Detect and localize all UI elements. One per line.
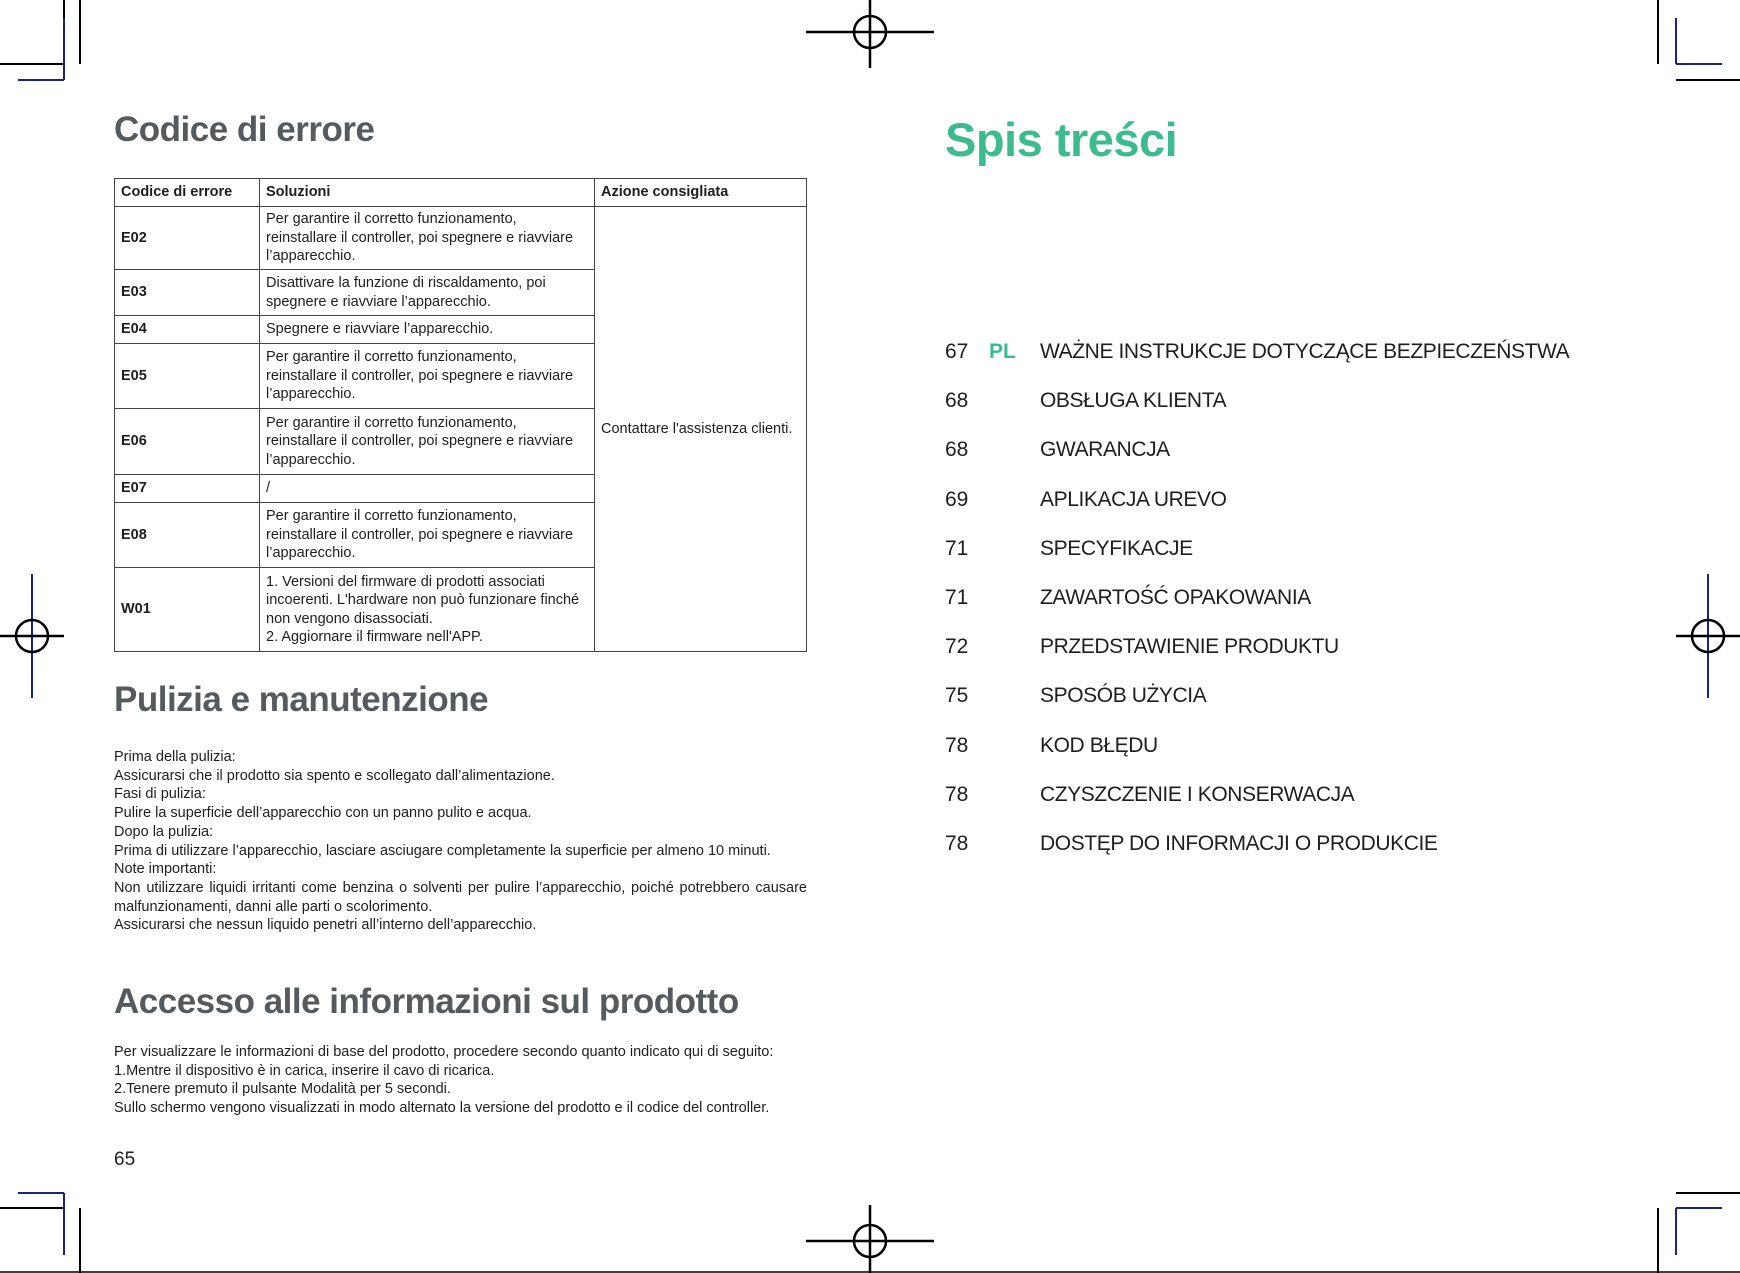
product-info-heading: Accesso alle informazioni sul prodotto bbox=[114, 982, 739, 1021]
toc-entry[interactable] bbox=[945, 389, 1645, 438]
table-row bbox=[115, 207, 807, 270]
paragraph: Note importanti: bbox=[114, 861, 217, 878]
toc-page-number: 69 bbox=[945, 487, 969, 511]
toc-entry-title: OBSŁUGA KLIENTA bbox=[1040, 389, 1227, 413]
paragraph: Prima della pulizia: bbox=[114, 749, 236, 765]
paragraph: Sullo schermo vengono visualizzati in modo alternato la versione del prodotto e il codice del controller. bbox=[114, 1100, 770, 1117]
toc-title: Spis treści bbox=[945, 113, 1178, 166]
solution-cell: Per garantire il corretto funzionamento, reinstallare il controller, poi spegnere e riavviare l’apparecchio. bbox=[260, 409, 595, 475]
toc-page-number: 67 bbox=[945, 340, 969, 363]
solution-cell: / bbox=[260, 475, 595, 503]
solution-line: 2. Aggiornare il firmware nell'APP. bbox=[266, 629, 483, 645]
paragraph: Dopo la pulizia: bbox=[114, 823, 214, 840]
column-header-action: Azione consigliata bbox=[595, 179, 807, 207]
toc-entry-title: CZYSZCZENIE I KONSERWACJA bbox=[1040, 782, 1355, 806]
paragraph: Fasi di pulizia: bbox=[114, 786, 206, 803]
toc-page-number: 78 bbox=[945, 782, 969, 806]
solution-cell: Per garantire il corretto funzionamento, reinstallare il controller, poi spegnere e riavviare l’apparecchio. bbox=[260, 207, 595, 270]
cleaning-text bbox=[114, 748, 807, 935]
toc-entry[interactable] bbox=[945, 832, 1645, 881]
paragraph: Prima di utilizzare l’apparecchio, lasciare asciugare completamente la superficie per almeno 10 minuti. bbox=[114, 842, 771, 859]
toc-entry-title: APLIKACJA UREVO bbox=[1040, 487, 1227, 511]
paragraph: Assicurarsi che nessun liquido penetri all’interno dell’apparecchio. bbox=[114, 917, 537, 934]
column-header-code: Codice di errore bbox=[115, 179, 260, 207]
error-code-heading: Codice di errore bbox=[114, 110, 375, 149]
paragraph: 2.Tenere premuto il pulsante Modalità per 5 secondi. bbox=[114, 1081, 451, 1098]
toc-entry-title: KOD BŁĘDU bbox=[1040, 733, 1158, 757]
toc-page-number: 75 bbox=[945, 684, 969, 708]
toc-entry[interactable] bbox=[945, 635, 1645, 684]
error-code-cell: W01 bbox=[115, 568, 260, 652]
toc-page-number: 78 bbox=[945, 733, 969, 757]
error-code-cell: E05 bbox=[115, 344, 260, 409]
product-info-text bbox=[114, 1043, 807, 1118]
toc-entry-title: GWARANCJA bbox=[1040, 438, 1170, 462]
toc-page-number: 68 bbox=[945, 389, 969, 413]
column-header-solution: Soluzioni bbox=[260, 179, 595, 207]
error-code-cell: E06 bbox=[115, 409, 260, 475]
toc-entry[interactable] bbox=[945, 488, 1645, 537]
recommended-action-cell: Contattare l'assistenza clienti. bbox=[595, 207, 807, 652]
error-code-cell: E08 bbox=[115, 503, 260, 568]
paragraph: 1.Mentre il dispositivo è in carica, inserire il cavo di ricarica. bbox=[114, 1062, 495, 1079]
toc-page-number: 78 bbox=[945, 831, 969, 855]
solution-line: 1. Versioni del firmware di prodotti associati incoerenti. L'hardware non può funzionare finché non vengono disassociati. bbox=[266, 573, 580, 627]
toc-entry[interactable] bbox=[945, 783, 1645, 832]
solution-cell bbox=[260, 568, 595, 652]
toc-entry[interactable] bbox=[945, 586, 1645, 635]
toc-entry[interactable] bbox=[945, 684, 1645, 733]
toc-entry[interactable] bbox=[945, 438, 1645, 487]
error-code-cell: E03 bbox=[115, 270, 260, 316]
table-header-row bbox=[115, 179, 807, 207]
toc-language-code: PL bbox=[989, 340, 1016, 363]
toc-entry[interactable] bbox=[945, 340, 1645, 389]
solution-cell: Per garantire il corretto funzionamento, reinstallare il controller, poi spegnere e riavviare l’apparecchio. bbox=[260, 344, 595, 409]
toc-entry-title: SPECYFIKACJE bbox=[1040, 536, 1193, 560]
page-number: 65 bbox=[114, 1149, 136, 1170]
error-code-table bbox=[114, 178, 807, 652]
toc-page-number: 72 bbox=[945, 635, 969, 659]
toc-entry[interactable] bbox=[945, 734, 1645, 783]
paragraph: Pulire la superficie dell’apparecchio con un panno pulito e acqua. bbox=[114, 805, 532, 822]
paragraph: Assicurarsi che il prodotto sia spento e scollegato dall’alimentazione. bbox=[114, 767, 555, 784]
toc-entry-title: DOSTĘP DO INFORMACJI O PRODUKCIE bbox=[1040, 831, 1438, 855]
toc-page-number: 71 bbox=[945, 536, 969, 560]
error-code-cell: E07 bbox=[115, 475, 260, 503]
solution-cell: Disattivare la funzione di riscaldamento, poi spegnere e riavviare l’apparecchio. bbox=[260, 270, 595, 316]
toc-page-number: 71 bbox=[945, 585, 969, 609]
solution-cell: Per garantire il corretto funzionamento, reinstallare il controller, poi spegnere e riavviare l’apparecchio. bbox=[260, 503, 595, 568]
solution-cell: Spegnere e riavviare l’apparecchio. bbox=[260, 316, 595, 344]
toc-entry-title: WAŻNE INSTRUKCJE DOTYCZĄCE BEZPIECZEŃSTWA bbox=[1040, 340, 1570, 363]
error-code-cell: E02 bbox=[115, 207, 260, 270]
paragraph: Per visualizzare le informazioni di base del prodotto, procedere secondo quanto indicato qui di seguito: bbox=[114, 1044, 774, 1060]
error-code-cell: E04 bbox=[115, 316, 260, 344]
toc-page-number: 68 bbox=[945, 438, 969, 462]
toc-entry-title: PRZEDSTAWIENIE PRODUKTU bbox=[1040, 635, 1339, 659]
toc-entry-title: SPOSÓB UŻYCIA bbox=[1040, 684, 1207, 708]
toc-entry[interactable] bbox=[945, 537, 1645, 586]
paragraph: Non utilizzare liquidi irritanti come benzina o solventi per pulire l’apparecchio, poiché potrebbero causare malfunzionamenti, danni alle parti o scolorimento. bbox=[114, 879, 807, 915]
toc-entry-title: ZAWARTOŚĆ OPAKOWANIA bbox=[1040, 585, 1311, 609]
table-of-contents bbox=[945, 340, 1645, 881]
cleaning-heading: Pulizia e manutenzione bbox=[114, 680, 489, 719]
